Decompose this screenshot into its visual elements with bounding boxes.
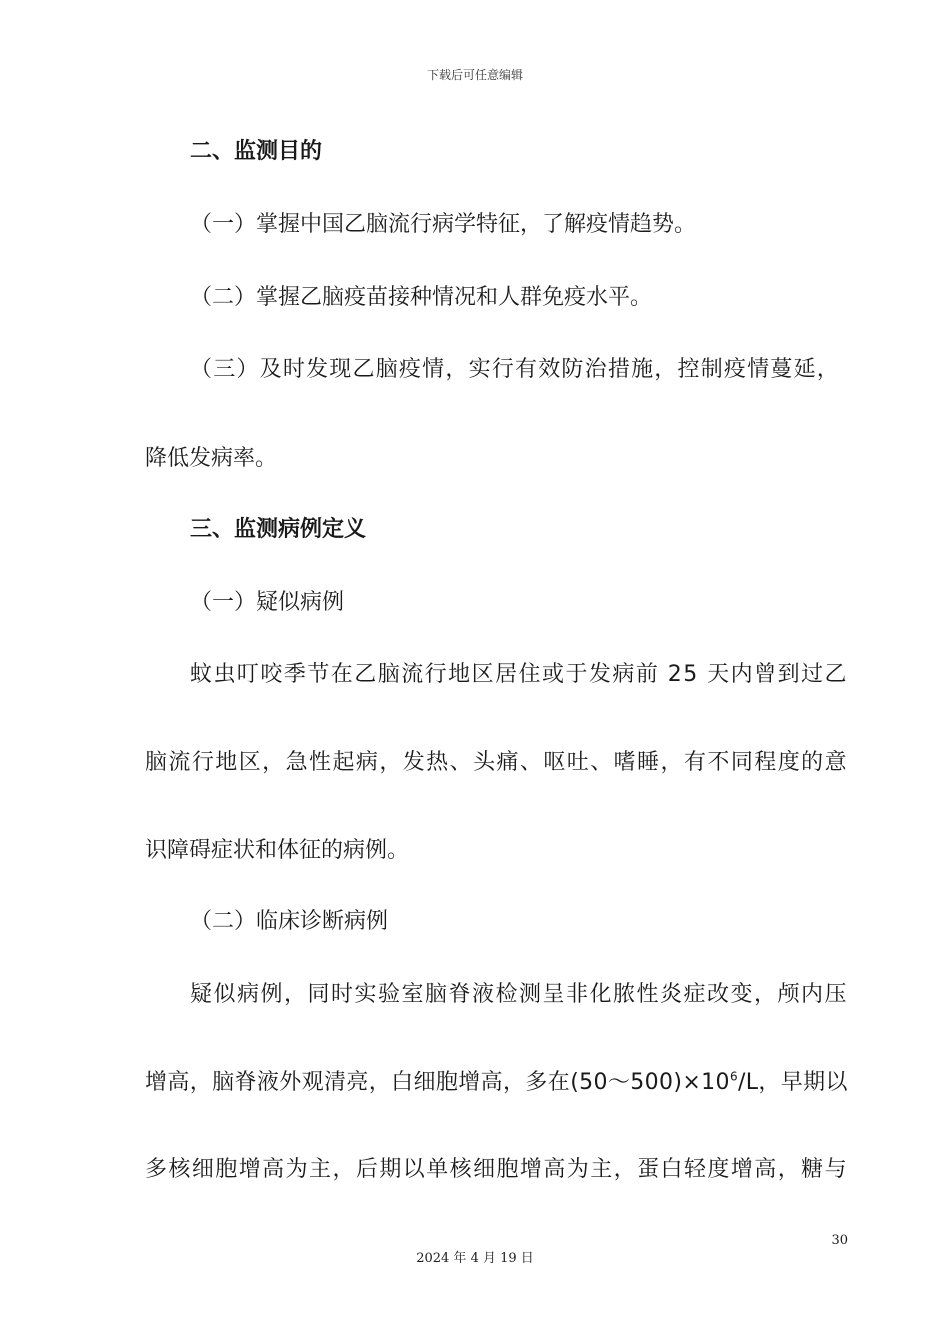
paragraph-3-line-2: 降低发病率。 xyxy=(145,446,278,471)
footer-date: 2024 年 4 月 19 日 xyxy=(416,1251,534,1266)
section-heading-2: 二、监测目的 xyxy=(190,139,323,164)
exponent: 6 xyxy=(729,1069,738,1084)
clinical-line-1: 疑似病例，同时实验室脑脊液检测呈非化脓性炎症改变，颅内压 xyxy=(190,982,849,1007)
section-heading-3: 三、监测病例定义 xyxy=(190,517,367,542)
page-number: 30 xyxy=(831,1233,848,1248)
clinical-line-2 xyxy=(145,1068,848,1098)
suspected-line-2: 脑流行地区，急性起病，发热、头痛、呕吐、嗜睡，有不同程度的意 xyxy=(145,750,849,775)
paragraph-2: （二）掌握乙脑疫苗接种情况和人群免疫水平。 xyxy=(190,285,653,310)
clinical-line-3: 多核细胞增高为主，后期以单核细胞增高为主，蛋白轻度增高，糖与 xyxy=(145,1157,849,1182)
paragraph-1: （一）掌握中国乙脑流行病学特征，了解疫情趋势。 xyxy=(190,212,697,237)
clinical-line-2-text: 增高，脑脊液外观清亮，白细胞增高，多在(50～500)×10 xyxy=(145,1070,730,1095)
paragraph-3-line-1: （三）及时发现乙脑疫情，实行有效防治措施，控制疫情蔓延， xyxy=(190,357,841,382)
subsection-clinical: （二）临床诊断病例 xyxy=(190,909,389,934)
subsection-suspected: （一）疑似病例 xyxy=(190,590,345,615)
suspected-line-1: 蚊虫叮咬季节在乙脑流行地区居住或于发病前 25 天内曾到过乙 xyxy=(190,662,848,687)
page-header: 下载后可任意编辑 xyxy=(426,68,523,82)
suspected-line-3: 识障碍症状和体征的病例。 xyxy=(145,838,410,863)
clinical-line-2-tail: /L，早期以 xyxy=(737,1070,848,1095)
